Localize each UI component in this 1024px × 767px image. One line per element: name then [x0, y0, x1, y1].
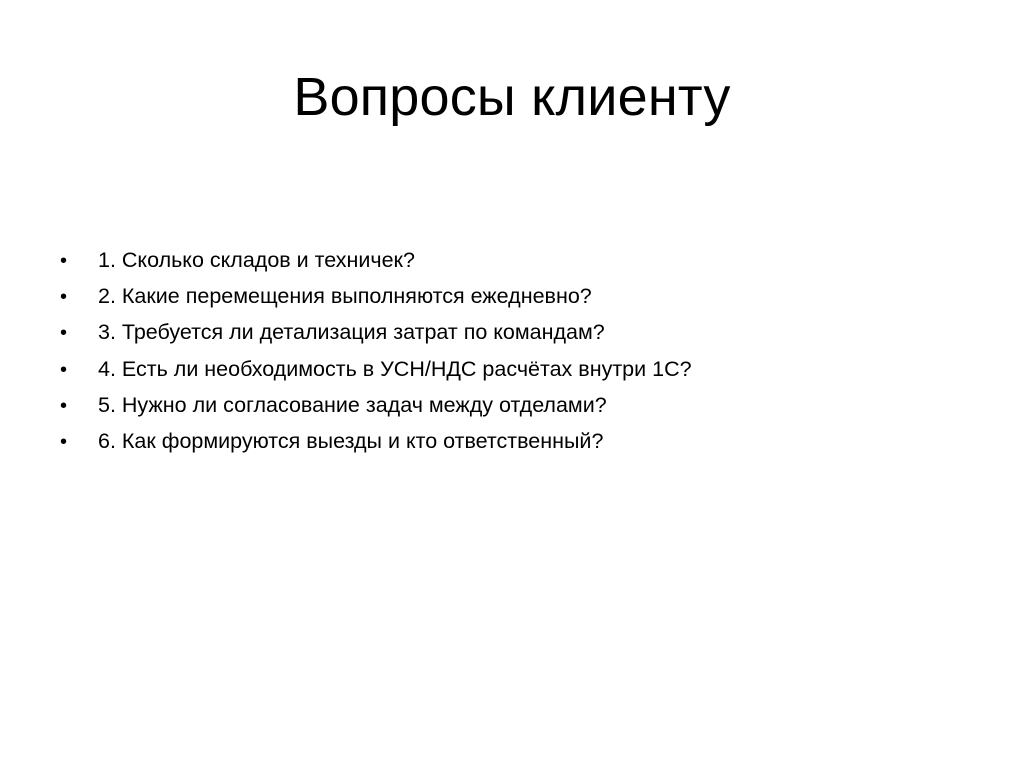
- list-item: [60, 351, 960, 387]
- slide-title: Вопросы клиенту: [293, 67, 731, 127]
- bullet-icon: •: [60, 286, 68, 309]
- list-item-text: 2. Какие перемещения выполняются ежедневно?: [98, 284, 592, 309]
- bullet-icon: •: [60, 430, 68, 453]
- list-item-text: 3. Требуется ли детализация затрат по командам?: [98, 320, 605, 345]
- question-list: [60, 242, 960, 459]
- list-item-text: 6. Как формируются выезды и кто ответственный?: [98, 428, 604, 453]
- bullet-icon: •: [60, 322, 68, 345]
- list-item: [60, 242, 960, 278]
- list-item-text: 4. Есть ли необходимость в УСН/НДС расчётах внутри 1С?: [98, 356, 692, 381]
- list-item: [60, 314, 960, 350]
- list-item: [60, 423, 960, 459]
- bullet-icon: •: [60, 250, 68, 272]
- list-item: [60, 278, 960, 314]
- list-item-text: 5. Нужно ли согласование задач между отделами?: [98, 392, 607, 417]
- list-item-text: 1. Сколько складов и техничек?: [98, 248, 415, 272]
- bullet-icon: •: [60, 394, 68, 417]
- list-item: [60, 387, 960, 423]
- bullet-icon: •: [60, 358, 68, 381]
